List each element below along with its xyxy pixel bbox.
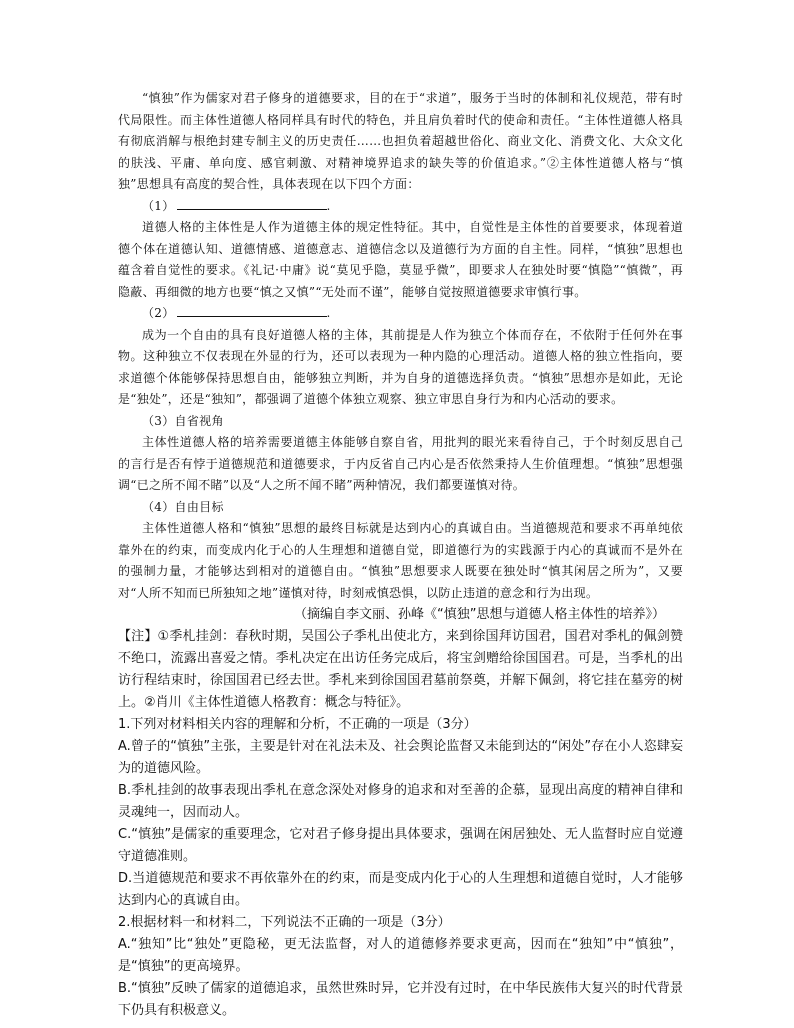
section-4-heading [118, 497, 683, 519]
footnote: 【注】①季札挂剑：春秋时期，吴国公子季札出使北方，来到徐国拜访国君，国君对季札的佩剑赞不绝口，流露出喜爱之情。季札决定在出访任务完成后，将宝剑赠给徐国国君。可是，当季札的出访行程结束时，徐国国君已经去世。季札来到徐国国君墓前祭奠，并解下佩剑，将它挂在墓旁的树上。②肖川《主体性道德人格教育：概念与特征》。 [118, 629, 683, 710]
question-1-option-c[interactable]: C.“慎独”是儒家的重要理念，它对君子修身提出具体要求，强调在闲居独处、无人监督时应自觉遵守道德准则。 [118, 827, 683, 864]
intro-paragraph: “慎独”作为儒家对君子修身的道德要求，目的在于“求道”，服务于当时的体制和礼仪规范，带有时代局限性。而主体性道德人格同样具有时代的特色，并且肩负着时代的使命和责任。“主体性道德人格具有彻底消解与根绝封建专制主义的历史责任……也担负着超越世俗化、商业文化、消费文化、大众文化的肤浅、平庸、单向度、感官刺激、对精神境界追求的缺失等的价值追求。”②主体性道德人格与“慎独”思想具有高度的契合性，具体表现在以下四个方面： [118, 91, 683, 191]
document-page [118, 88, 683, 1022]
section-1-body: 道德人格的主体性是人作为道德主体的规定性特征。其中，自觉性是主体性的首要要求，体现着道德个体在道德认知、道德情感、道德意志、道德信念以及道德行为方面的自主性。同样，“慎独”思想也蕴含着自觉性的要求。《礼记·中庸》说“莫见乎隐，莫显乎微”，即要求人在独处时要“慎隐”“慎微”，再隐蔽、再细微的地方也要“慎之又慎”“无处而不谨”，能够自觉按照道德要求审慎行事。 [118, 220, 683, 299]
section-number: （1） [142, 198, 175, 213]
section-1-heading: （1） . [142, 198, 331, 213]
section-4-body: 主体性道德人格和“慎独”思想的最终目标就是达到内心的真诚自由。当道德规范和要求不再单纯依靠外在的约束，而变成内化于心的人生理想和道德自觉，即道德行为的实践源于内心的真诚而不是外在的强制力量，才能够达到相对的道德自由。“慎独”思想要求人既要在独处时“慎其闲居之所为”，又要对“人所不知而已所独知之地”谨慎对待，时刻戒慎恐惧，以防止违道的意念和行为出现。 [118, 521, 683, 600]
question-1-option-a[interactable]: A.曾子的“慎独”主张，主要是针对在礼法未及、社会舆论监督又未能到达的“闲处”存在小人恣肆妄为的道德风险。 [118, 739, 683, 776]
source-citation: （摘编自李文丽、孙峰《“慎独”思想与道德人格主体性的培养》） [294, 607, 665, 622]
section-title: 自省视角 [174, 413, 224, 428]
section-2-heading: （2） . [142, 306, 331, 320]
section-3-heading [118, 411, 683, 433]
section-number: （2） [142, 306, 175, 320]
question-1-option-b[interactable]: B.季札挂剑的故事表现出季札在意念深处对修身的追求和对至善的企慕，显现出高度的精神自律和灵魂纯一，因而动人。 [118, 783, 683, 820]
question-1-stem: 1.下列对材料相关内容的理解和分析，不正确的一项是（3分） [118, 717, 477, 732]
reading-passage [118, 88, 683, 604]
question-2-stem: 2.根据材料一和材料二，下列说法不正确的一项是（3分） [118, 915, 451, 930]
section-2-body: 成为一个自由的具有良好道德人格的主体，其前提是人作为独立个体而存在，不依附于任何外在事物。这种独立不仅表现在外显的行为，还可以表现为一种内隐的心理活动。道德人格的独立性指向，要求道德个体能够保持思想自由，能够独立判断，并为自身的道德选择负责。“慎独”思想亦是如此，无论是“独处”，还是“独知”，都强调了道德个体独立观察、独立审思自身行为和内心活动的要求。 [118, 327, 683, 406]
question-1-option-d[interactable]: D.当道德规范和要求不再依靠外在的约束，而是变成内化于心的人生理想和道德自觉时，人才能够达到内心的真诚自由。 [118, 871, 683, 908]
section-3-body: 主体性道德人格的培养需要道德主体能够自察自省，用批判的眼光来看待自己，于个时刻反思自己的言行是否有悖于道德规范和道德要求，于内反省自己内心是否依然秉持人生价值理想。“慎独”思想强调“已之所不闻不睹”以及“人之所不闻不睹”两种情况，我们都要谨慎对待。 [118, 435, 683, 492]
question-2-option-b[interactable]: B.“慎独”反映了儒家的道德追求，虽然世殊时异，它并没有过时，在中华民族伟大复兴的时代背景下仍具有积极意义。 [118, 981, 683, 1018]
answer-blank-2[interactable] [177, 304, 327, 317]
notes-and-questions [118, 626, 683, 1022]
section-title: 自由目标 [174, 499, 224, 514]
section-number: （3） [142, 413, 175, 428]
question-2-option-a[interactable]: A.“独知”比“独处”更隐秘，更无法监督，对人的道德修养要求更高，因而在“独知”中“慎独”，是“慎独”的更高境界。 [118, 937, 683, 974]
answer-blank-1[interactable] [177, 197, 327, 210]
section-number: （4） [142, 499, 175, 514]
